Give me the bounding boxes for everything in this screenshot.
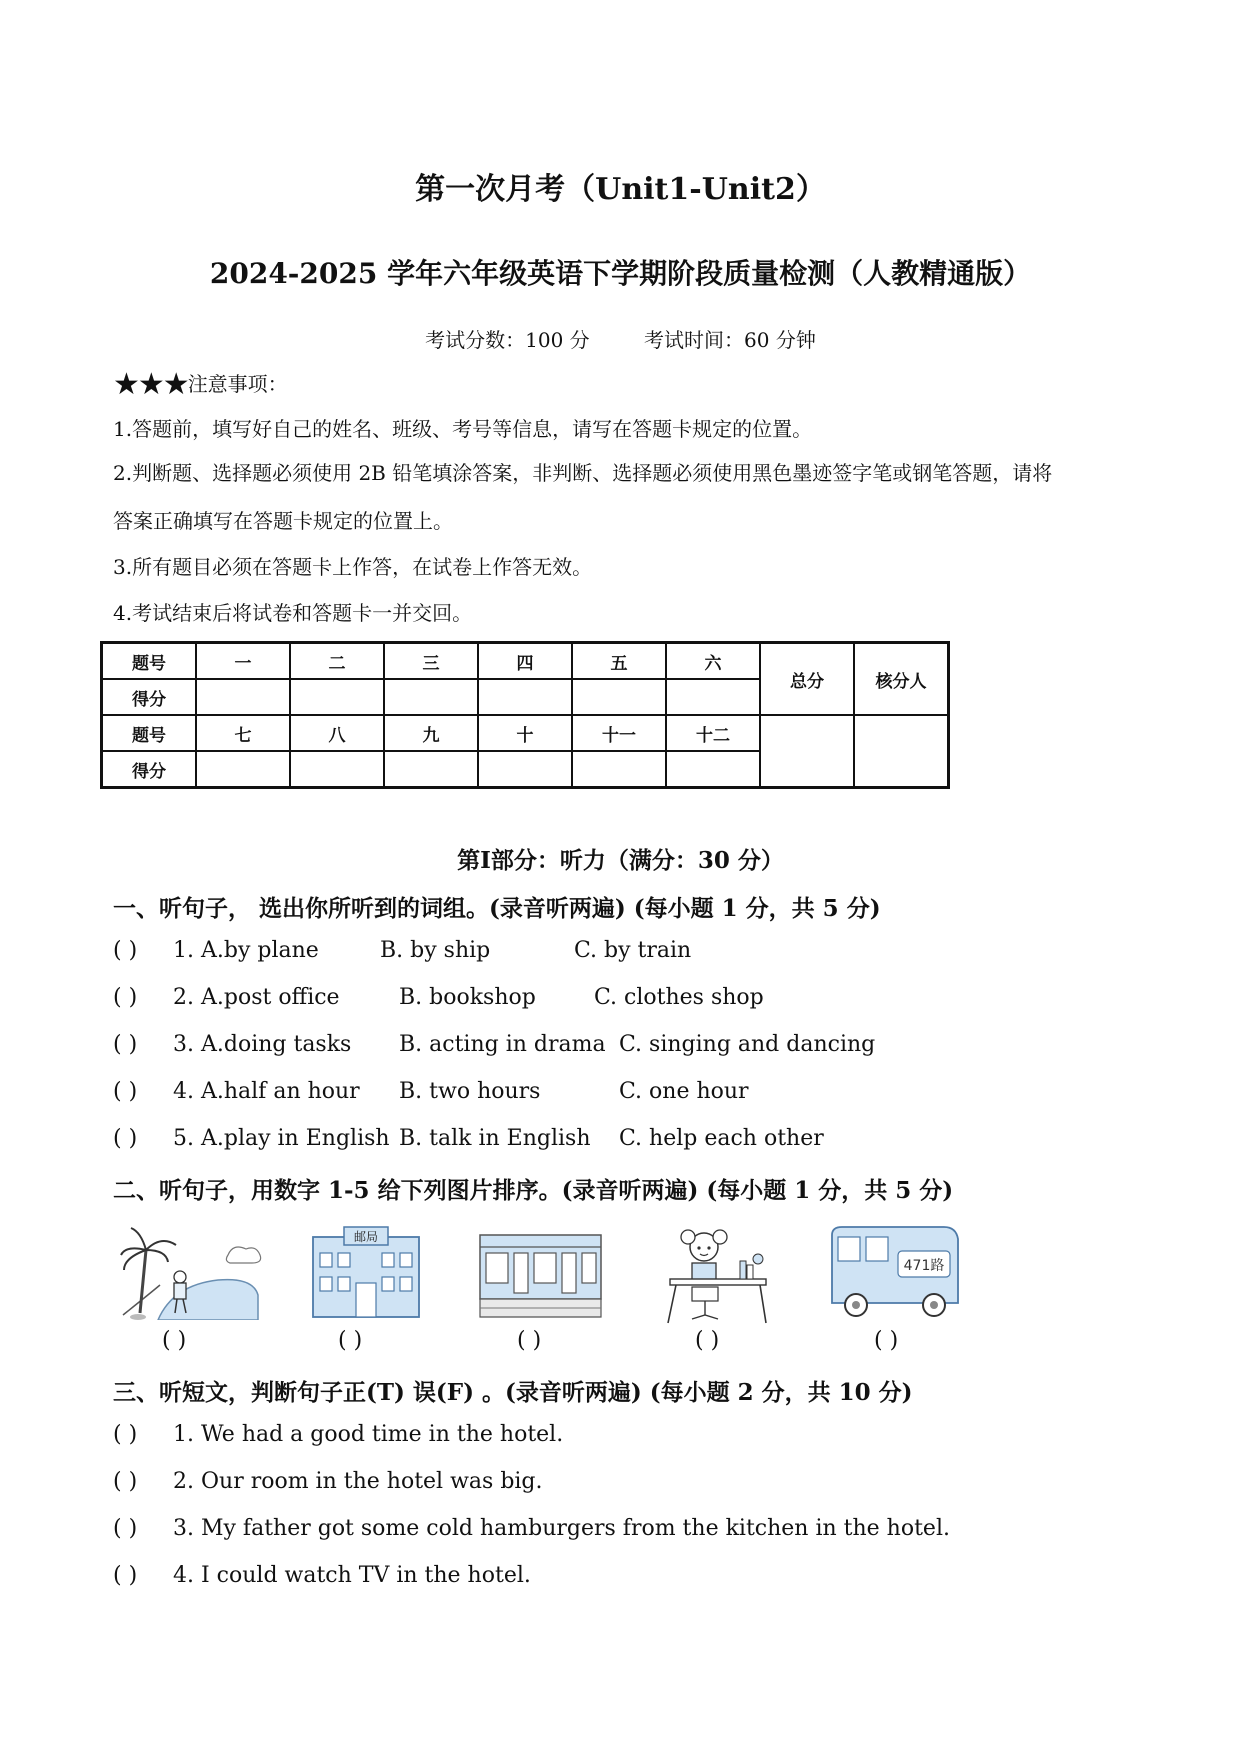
answer-blank[interactable]: ( ): [113, 938, 138, 963]
notice-heading-text: 注意事项：: [187, 372, 288, 396]
option-c: C. clothes shop: [594, 985, 764, 1010]
table-cell: 十二: [666, 715, 760, 751]
judge-item: [113, 1469, 543, 1494]
question-2-heading: 二、听句子，用数字 1-5 给下列图片排序。(录音听两遍) (每小题 1 分，共 5 分): [113, 1177, 954, 1204]
star-icon: ★★★: [113, 367, 188, 402]
option-b: B. bookshop: [399, 985, 536, 1010]
option-c: C. one hour: [619, 1079, 749, 1104]
table-cell: 得分: [102, 751, 197, 788]
choice-item: [113, 985, 764, 1010]
table-cell-total: 总分: [760, 643, 854, 716]
option-b: B. talk in English: [399, 1126, 591, 1151]
score-blank[interactable]: [572, 679, 666, 715]
notice-heading: [113, 367, 288, 402]
score-blank[interactable]: [666, 751, 760, 788]
score-blank[interactable]: [196, 751, 290, 788]
answer-blank[interactable]: ( ): [113, 1032, 138, 1057]
bus-picture: [826, 1225, 961, 1323]
table-cell: 题号: [102, 643, 197, 680]
table-cell: 九: [384, 715, 478, 751]
table-cell: 十一: [572, 715, 666, 751]
score-label: 考试分数：100 分: [425, 328, 590, 352]
score-table: [100, 641, 950, 789]
total-blank[interactable]: [760, 715, 854, 788]
train-station-picture: [478, 1225, 603, 1320]
score-blank[interactable]: [478, 679, 572, 715]
girl-at-desk-picture: [662, 1225, 774, 1325]
score-blank[interactable]: [666, 679, 760, 715]
time-label: 考试时间：60 分钟: [644, 328, 816, 352]
score-blank[interactable]: [196, 679, 290, 715]
option-b: B. two hours: [399, 1079, 541, 1104]
option-b: B. acting in drama: [399, 1032, 606, 1057]
statement: 4. I could watch TV in the hotel.: [173, 1563, 531, 1588]
post-office-picture: [310, 1225, 422, 1320]
answer-blank[interactable]: ( ): [113, 1563, 138, 1588]
choice-item: [113, 1079, 749, 1104]
table-cell-checker: 核分人: [854, 643, 949, 716]
picture-answer-blank[interactable]: ( ): [695, 1328, 720, 1353]
notice-line-2-cont: 答案正确填写在答题卡规定的位置上。: [113, 509, 453, 533]
judge-item: [113, 1563, 531, 1588]
score-blank[interactable]: [478, 751, 572, 788]
option-a: 1. A.by plane: [173, 938, 319, 963]
notice-line-3: 3.所有题目必须在答题卡上作答，在试卷上作答无效。: [113, 555, 593, 579]
notice-line-1: 1.答题前，填写好自己的姓名、班级、考号等信息，请写在答题卡规定的位置。: [113, 417, 813, 441]
option-a: 4. A.half an hour: [173, 1079, 360, 1104]
part-title: 第Ⅰ部分：听力（满分：30 分）: [457, 847, 784, 874]
notice-line-4: 4.考试结束后将试卷和答题卡一并交回。: [113, 601, 473, 625]
table-cell: 六: [666, 643, 760, 680]
table-cell: 五: [572, 643, 666, 680]
picture-answer-blank[interactable]: ( ): [338, 1328, 363, 1353]
score-blank[interactable]: [384, 679, 478, 715]
table-cell: 得分: [102, 679, 197, 715]
exam-meta: [0, 324, 1241, 353]
statement: 3. My father got some cold hamburgers from the kitchen in the hotel.: [173, 1516, 950, 1541]
score-blank[interactable]: [384, 751, 478, 788]
table-cell: 二: [290, 643, 384, 680]
option-c: C. singing and dancing: [619, 1032, 876, 1057]
choice-item: [113, 1126, 824, 1151]
answer-blank[interactable]: ( ): [113, 985, 138, 1010]
table-cell: 十: [478, 715, 572, 751]
score-blank[interactable]: [572, 751, 666, 788]
option-a: 5. A.play in English: [173, 1126, 390, 1151]
option-a: 2. A.post office: [173, 985, 340, 1010]
table-cell: 一: [196, 643, 290, 680]
beach-picture: [118, 1225, 263, 1320]
option-a: 3. A.doing tasks: [173, 1032, 352, 1057]
post-office-sign: 邮局: [353, 1230, 379, 1244]
table-cell: 三: [384, 643, 478, 680]
option-c: C. by train: [574, 938, 692, 963]
notice-line-2: 2.判断题、选择题必须使用 2B 铅笔填涂答案，非判断、选择题必须使用黑色墨迹签字笔或钢笔答题，请将: [113, 461, 1053, 485]
picture-answer-blank[interactable]: ( ): [517, 1328, 542, 1353]
option-c: C. help each other: [619, 1126, 824, 1151]
choice-item: [113, 938, 692, 963]
statement: 2. Our room in the hotel was big.: [173, 1469, 543, 1494]
table-cell: 四: [478, 643, 572, 680]
picture-answer-blank[interactable]: ( ): [162, 1328, 187, 1353]
picture-answer-blank[interactable]: ( ): [874, 1328, 899, 1353]
exam-title: 第一次月考（Unit1-Unit2）: [415, 172, 826, 207]
answer-blank[interactable]: ( ): [113, 1079, 138, 1104]
answer-blank[interactable]: ( ): [113, 1469, 138, 1494]
table-cell: 八: [290, 715, 384, 751]
bus-sign: 471路: [903, 1258, 945, 1274]
checker-blank[interactable]: [854, 715, 949, 788]
answer-blank[interactable]: ( ): [113, 1516, 138, 1541]
question-1-heading: 一、听句子， 选出你所听到的词组。(录音听两遍) (每小题 1 分，共 5 分): [113, 895, 881, 922]
choice-item: [113, 1032, 876, 1057]
judge-item: [113, 1516, 950, 1541]
answer-blank[interactable]: ( ): [113, 1422, 138, 1447]
option-b: B. by ship: [380, 938, 491, 963]
table-cell: 七: [196, 715, 290, 751]
answer-blank[interactable]: ( ): [113, 1126, 138, 1151]
statement: 1. We had a good time in the hotel.: [173, 1422, 564, 1447]
score-blank[interactable]: [290, 751, 384, 788]
judge-item: [113, 1422, 564, 1447]
question-3-heading: 三、听短文，判断句子正(T) 误(F) 。(录音听两遍) (每小题 2 分，共 10 分): [113, 1379, 913, 1406]
table-cell: 题号: [102, 715, 197, 751]
exam-subtitle: 2024-2025 学年六年级英语下学期阶段质量检测（人教精通版）: [209, 257, 1032, 290]
score-blank[interactable]: [290, 679, 384, 715]
